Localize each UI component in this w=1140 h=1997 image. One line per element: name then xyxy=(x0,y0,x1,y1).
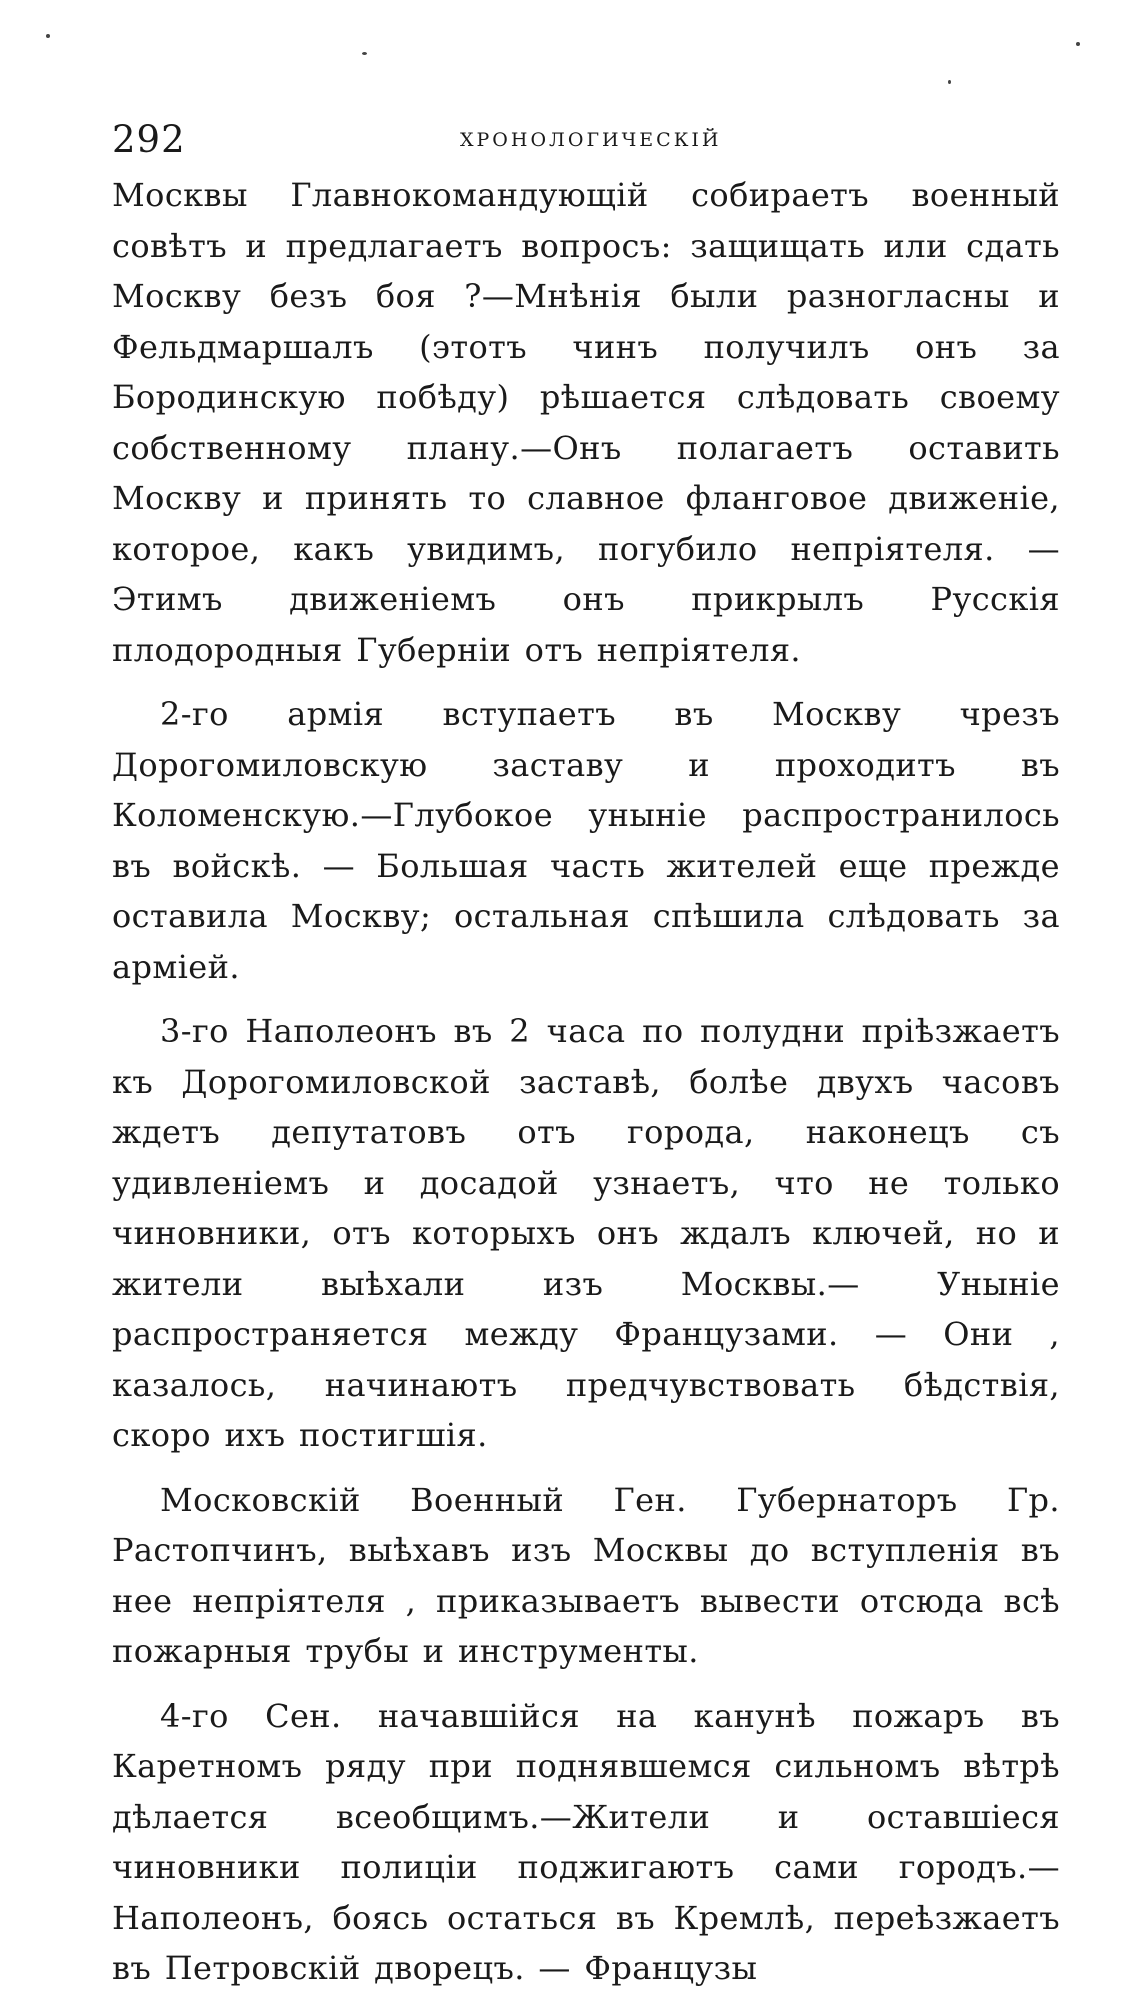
scan-speck xyxy=(948,80,951,84)
body-text xyxy=(112,170,1060,1994)
scan-speck xyxy=(362,52,367,55)
book-page xyxy=(112,118,1060,1994)
scan-speck xyxy=(1076,42,1080,46)
paragraph-day-4: 4-го Сен. начавшійся на канунѣ пожаръ въ Каретномъ ряду при поднявшемся сильномъ вѣтрѣ дѣлается всеобщимъ.—Жители и оставшіеся чиновники полиціи поджигаютъ сами городъ.—Наполеонъ, боясь остаться въ Кремлѣ, переѣзжаетъ въ Петровскій дворецъ. — Французы xyxy=(112,1696,1060,1987)
page-header xyxy=(112,118,1060,170)
scan-speck xyxy=(46,34,50,38)
page-number: 292 xyxy=(112,118,186,161)
paragraph-day-3: 3-го Наполеонъ въ 2 часа по полудни пріѣзжаетъ къ Дорогомиловской заставѣ, болѣе двухъ часовъ ждетъ депутатовъ отъ города, наконецъ съ удивленіемъ и досадой узнаетъ, что не только чиновники, отъ которыхъ онъ ждалъ ключей, но и жители выѣхали изъ Москвы.— Уныніе распространяется между Французами. — Они , казалось, начинаютъ предчувствовать бѣдствія, скоро ихъ постигшія. xyxy=(112,1012,1060,1454)
paragraph-day-2: 2-го армія вступаетъ въ Москву чрезъ Дорогомиловскую заставу и проходитъ въ Коломенскую.—Глубокое уныніе распространилось въ войскѣ. — Большая часть жителей еще прежде оставила Москву; остальная спѣшила слѣдовать за арміей. xyxy=(112,695,1060,986)
paragraph-continuation: Москвы Главнокомандующій собираетъ военный совѣтъ и предлагаетъ вопросъ: защищать или сдать Москву безъ боя ?—Мнѣнія были разногласны и Фельдмаршалъ (этотъ чинъ получилъ онъ за Бородинскую побѣду) рѣшается слѣдовать своему собственному плану.—Онъ полагаетъ оставить Москву и принять то славное фланговое движеніе, которое, какъ увидимъ, погубило непріятеля. — Этимъ движеніемъ онъ прикрылъ Русскія плодородныя Губерніи отъ непріятеля. xyxy=(112,176,1060,669)
running-head: хронологическій xyxy=(460,122,722,153)
paragraph-rastopchin: Московскій Военный Ген. Губернаторъ Гр. Растопчинъ, выѣхавъ изъ Москвы до вступленія въ нее непріятеля , приказываетъ вывести отсюда всѣ пожарныя трубы и инструменты. xyxy=(112,1480,1060,1670)
